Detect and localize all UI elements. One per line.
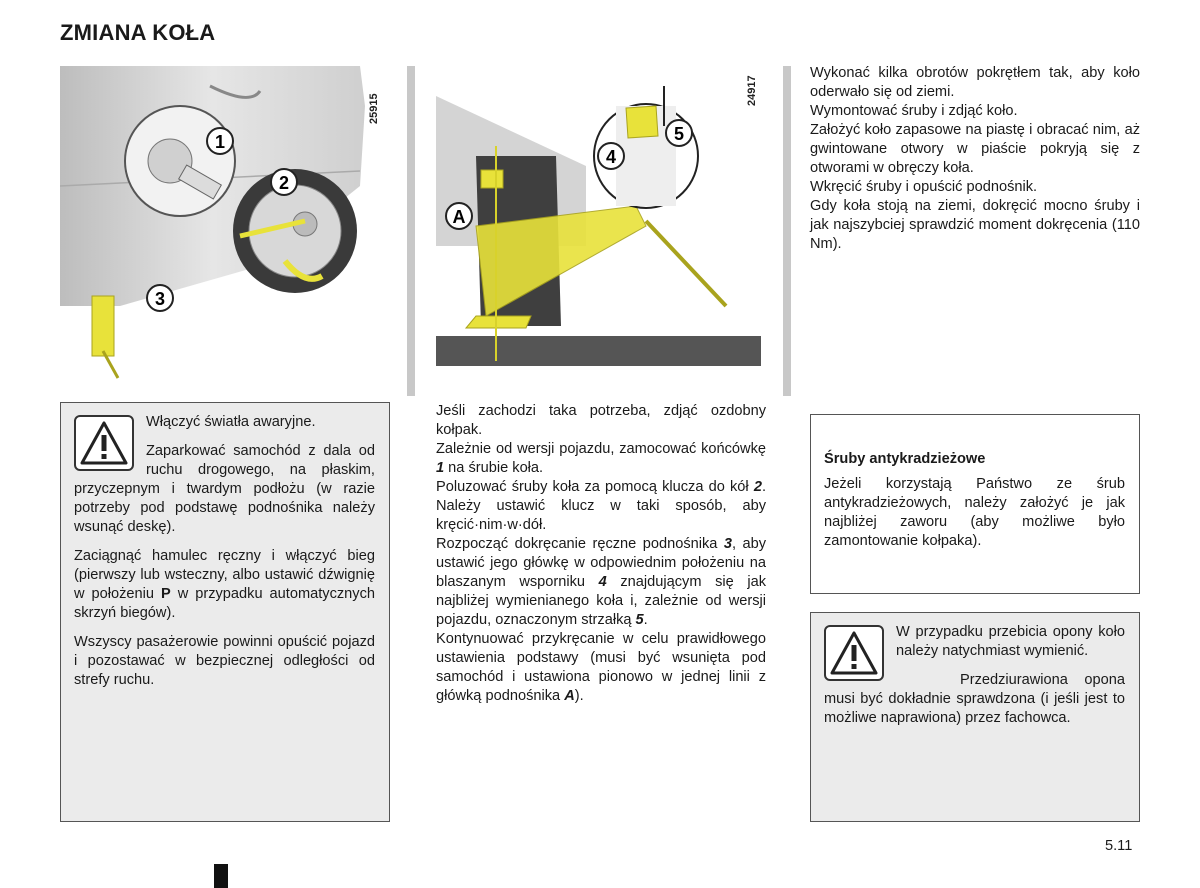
callout-4: 4 <box>605 147 617 167</box>
instruction-hubcap: Jeśli zachodzi taka potrzeba, zdjąć ozdobny kołpak. <box>436 403 766 438</box>
figure-number: 24917 <box>746 75 758 106</box>
callout-a: A <box>452 207 466 227</box>
warning-text-parking: Zaparkować samochód z dala od ruchu drogowego, na płaskim, przyczepnym i twardym podłożu (w razie potrzeby pod podstawę podnośnika należy wsunąć deskę). <box>74 443 375 535</box>
info-title: Śruby antykradzieżowe <box>824 451 986 467</box>
jack-illustration <box>436 66 761 384</box>
info-box-antitheft-bolts <box>810 414 1140 594</box>
figure-number: 25915 <box>368 93 380 124</box>
callout-5: 5 <box>673 124 685 144</box>
warning-triangle-icon <box>74 415 134 471</box>
warning-text-inspection: Przedziurawiona opona musi być dokładnie sprawdzona (i jeśli jest to możliwe naprawiona) przez fachowca. <box>824 672 1125 726</box>
warning-box-safety <box>60 402 390 822</box>
figure-jack-position <box>436 66 761 384</box>
warning-text-passengers: Wszyscy pasażerowie powinni opuścić pojazd i pozostawać w bezpiecznej odległości od strefy ruchu. <box>74 634 375 688</box>
page-number: 5.11 <box>1105 838 1133 854</box>
instruction-raise-wheel: Wykonać kilka obrotów pokrętłem tak, aby koło oderwało się od ziemi. <box>810 65 1140 100</box>
callout-1: 1 <box>214 132 226 152</box>
instruction-adapter: Zależnie od wersji pojazdu, zamocować końcówkę 1 na śrubie koła. <box>436 441 766 476</box>
column-divider <box>407 66 415 396</box>
instructions-column-3 <box>810 64 1140 254</box>
warning-text-hazard-lights: Włączyć światła awaryjne. <box>146 414 316 430</box>
callout-2: 2 <box>278 173 290 193</box>
instruction-lower-jack: Wkręcić śruby i opuścić podnośnik. <box>810 179 1038 195</box>
column-divider <box>783 66 791 396</box>
instruction-fit-spare: Założyć koło zapasowe na piastę i obracać nim, aż gwintowane otwory w piaście pokryją się z otworami w obręczy koła. <box>810 122 1140 176</box>
warning-box-puncture <box>810 612 1140 822</box>
page-title: ZMIANA KOŁA <box>60 20 216 45</box>
instruction-remove-wheel: Wymontować śruby i zdjąć koło. <box>810 103 1018 119</box>
instruction-tighten: Gdy koła stoją na ziemi, dokręcić mocno śruby i jak najszybciej sprawdzić moment dokręcenia (110 Nm). <box>810 198 1140 252</box>
callout-3: 3 <box>154 289 166 309</box>
wheel-illustration <box>60 66 390 384</box>
section-tab-marker <box>214 864 228 888</box>
warning-text-puncture: W przypadku przebicia opony koło należy natychmiast wymienić. <box>896 624 1125 659</box>
instruction-jack-continue: Kontynuować przykręcanie w celu prawidłowego ustawienia podstawy (musi być wsunięta pod samochód i ustawiona pionowo w jednej linii z główką podnośnika A). <box>436 631 766 704</box>
warning-triangle-icon <box>824 625 884 681</box>
instructions-column-2 <box>436 402 766 706</box>
instruction-loosen-bolts: Poluzować śruby koła za pomocą klucza do kół 2. Należy ustawić klucz w taki sposób, aby kręcić·nim·w·dół. <box>436 479 766 533</box>
warning-text-handbrake: Zaciągnąć hamulec ręczny i włączyć bieg (pierwszy lub wsteczny, albo ustawić dźwignię w położeniu P w przypadku automatycznych skrzyń biegów). <box>74 548 375 621</box>
figure-wheel-removal <box>60 66 390 384</box>
instruction-jack-start: Rozpocząć dokręcanie ręczne podnośnika 3, aby ustawić jego główkę w odpowiednim położeniu na blaszanym wsporniku 4 znajdującym się jak najbliżej wymienianego koła i, zależnie od wersji pojazdu, oznaczonym strzałką 5. <box>436 536 767 628</box>
info-text: Jeżeli korzystają Państwo ze śrub antykradzieżowych, należy założyć je jak najbliżej zaworu (aby możliwe było zamontowanie kołpaka). <box>824 476 1125 549</box>
